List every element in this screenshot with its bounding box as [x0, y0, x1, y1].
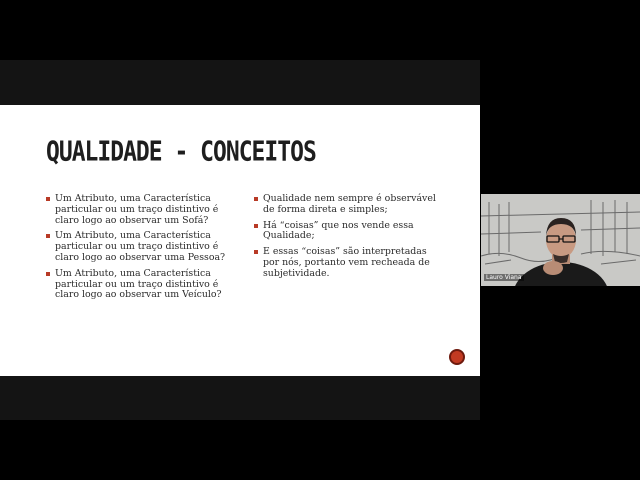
presentation-slide — [0, 105, 480, 376]
bullet-item: Um Atributo, uma Característica particular ou um traço distintivo é claro logo ao observar um Sofá? — [46, 194, 236, 226]
left-bullet-list — [46, 194, 236, 306]
bullet-item: E essas “coisas” são interpretadas por nós, portanto vem recheada de subjetividade. — [254, 247, 444, 279]
slide-bottom-band — [0, 376, 480, 420]
bullet-item: Um Atributo, uma Característica particular ou um traço distintivo é claro logo ao observar um Veículo? — [46, 269, 236, 301]
right-bullet-list — [254, 194, 444, 285]
participant-video-feed — [481, 194, 640, 286]
slide-title: QUALIDADE - CONCEITOS — [46, 137, 316, 168]
bullet-item: Há “coisas” que nos vende essa Qualidade; — [254, 221, 444, 243]
participant-name-label: Lauro Viana — [486, 274, 522, 281]
participant-video-tile[interactable] — [481, 194, 640, 286]
slide-nav-button[interactable] — [449, 349, 465, 365]
bullet-item: Um Atributo, uma Característica particular ou um traço distintivo é claro logo ao observar uma Pessoa? — [46, 231, 236, 263]
bullet-item: Qualidade nem sempre é observável de forma direta e simples; — [254, 194, 444, 216]
slide-top-band — [0, 60, 480, 105]
